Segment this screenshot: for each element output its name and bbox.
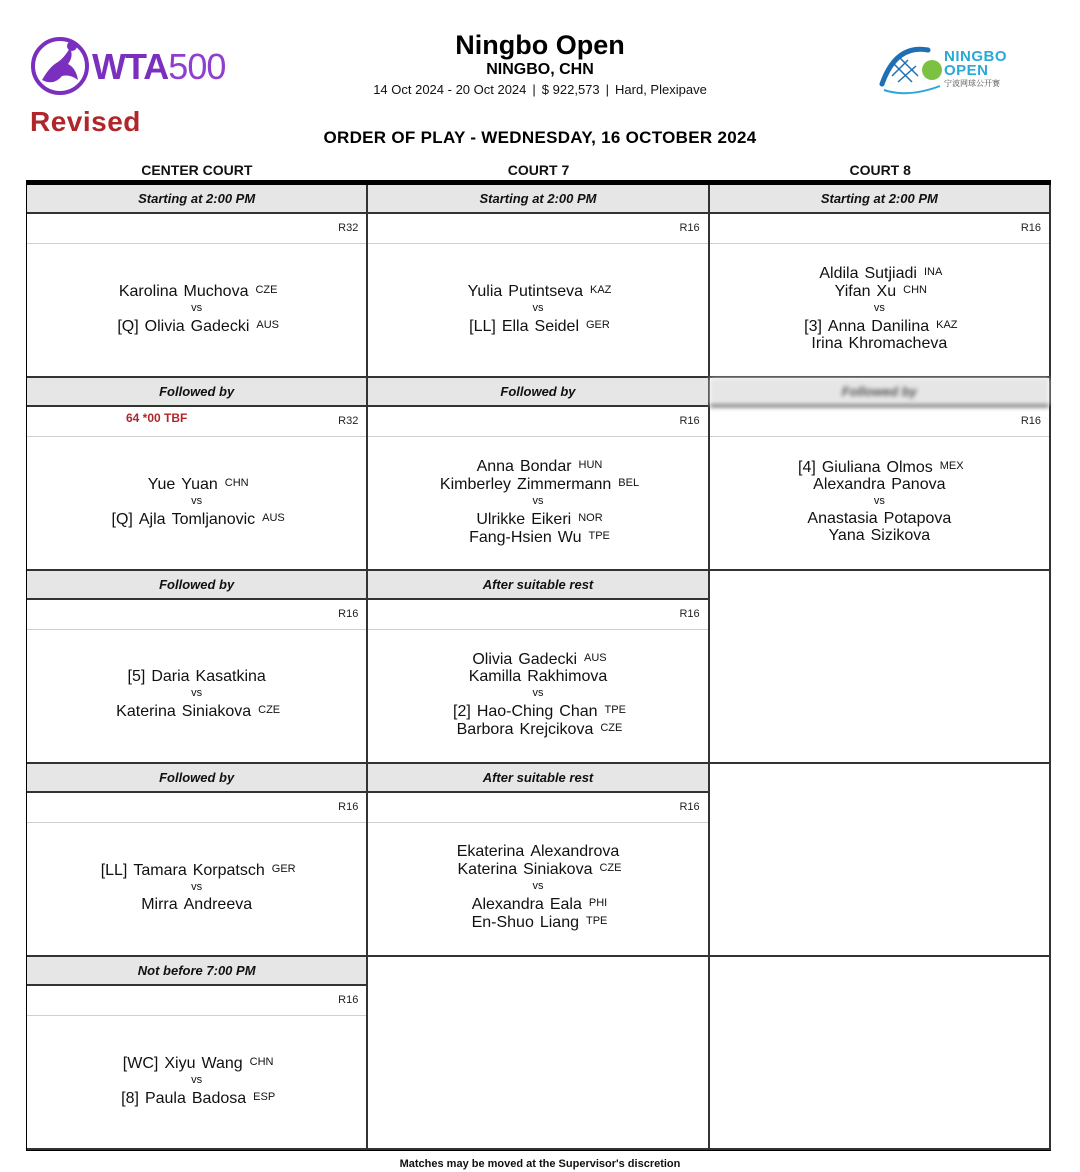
country-code: KAZ	[936, 319, 958, 331]
player-name-part: [2]	[453, 703, 471, 720]
country-code: GER	[271, 863, 296, 875]
player-line	[120, 1054, 274, 1072]
player-name-part: Xiyu	[164, 1054, 196, 1072]
player-line	[795, 458, 964, 476]
player-line	[808, 335, 950, 352]
ningbo-open-logo	[878, 40, 1048, 98]
ningbo-logo-line3: 宁波网球公开赛	[944, 79, 1000, 88]
player-name-part: Barbora	[456, 721, 514, 738]
vs-label: vs	[532, 880, 544, 892]
slot-header: After suitable rest	[368, 571, 707, 600]
empty-cell	[368, 957, 709, 1150]
player-name-part: Badosa	[191, 1089, 247, 1107]
vs-label: vs	[873, 302, 885, 314]
player-name-part: Yana	[828, 527, 865, 544]
country-code: NOR	[578, 511, 603, 524]
player-name-part: Irina	[811, 335, 843, 352]
country-code: AUS	[584, 652, 607, 664]
ningbo-logo-line1: NINGBO	[944, 48, 1007, 65]
player-name-part: Tomljanovic	[171, 510, 256, 528]
country-code: TPE	[604, 704, 626, 716]
round-row	[368, 407, 707, 437]
round-row	[368, 793, 707, 823]
player-name-part: Liang	[539, 914, 579, 931]
ningbo-logo-line2: OPEN	[944, 62, 989, 79]
vs-label: vs	[532, 494, 544, 507]
player-name-part: Olivia	[472, 651, 513, 668]
player-name-part: [WC]	[122, 1054, 159, 1072]
player-name-part: Alexandrova	[530, 843, 620, 860]
player-line	[469, 895, 607, 913]
player-name-part: [Q]	[111, 510, 133, 528]
slot-header: Followed by	[27, 378, 366, 407]
country-code: BEL	[618, 476, 640, 489]
player-name-part: Olivia	[144, 317, 185, 335]
match-players	[27, 1018, 366, 1148]
player-line	[466, 317, 610, 335]
country-code: GER	[586, 318, 610, 331]
country-code: CZE	[258, 704, 281, 716]
match-players	[27, 246, 366, 376]
match-note: 64 *00 TBF	[125, 411, 188, 425]
player-name-part: Fang-Hsien	[469, 528, 552, 546]
court-head-center: CENTER COURT	[141, 162, 253, 178]
player-name-part: Chan	[559, 703, 598, 720]
order-of-play-title: ORDER OF PLAY - WEDNESDAY, 16 OCTOBER 2024	[323, 128, 757, 147]
player-name-part: Yuan	[181, 475, 218, 493]
player-name-part: Alexandra	[471, 896, 544, 913]
round-label: R16	[338, 801, 359, 813]
country-code: CZE	[600, 722, 623, 734]
match-players	[710, 439, 1049, 569]
empty-cell	[710, 764, 1051, 957]
player-name-part: Siniakova	[523, 861, 593, 878]
player-line	[474, 457, 603, 475]
slot-header: After suitable rest	[368, 764, 707, 793]
player-name-part: Yue	[147, 475, 176, 493]
player-name-part: Katerina	[457, 861, 518, 878]
player-line	[801, 317, 957, 335]
wta-level: 500	[168, 46, 226, 87]
player-name-part: [3]	[804, 318, 822, 335]
country-code: TPE	[588, 529, 610, 542]
round-label: R16	[679, 222, 700, 234]
country-code: TPE	[586, 915, 608, 927]
player-name-part: Daria	[151, 668, 190, 685]
player-name-part: Hao-Ching	[476, 703, 554, 720]
player-name-part: Eikeri	[531, 510, 572, 528]
player-name-part: Tamara	[133, 862, 187, 879]
player-line	[473, 510, 602, 528]
round-label: R16	[679, 415, 700, 427]
country-code: AUS	[262, 511, 285, 524]
player-name-part: Rakhimova	[527, 668, 608, 685]
match-cell	[368, 571, 709, 764]
player-name-part: Wu	[557, 528, 582, 546]
round-label: R16	[1020, 415, 1041, 427]
match-cell	[710, 185, 1051, 378]
player-line	[116, 282, 278, 300]
match-cell	[368, 764, 709, 957]
slot-header: Followed by	[710, 378, 1049, 407]
vs-label: vs	[191, 1073, 203, 1086]
match-cell	[27, 571, 368, 764]
player-name-part: Gadecki	[518, 651, 578, 668]
player-name-part: Ekaterina	[456, 843, 525, 860]
country-code: CZE	[255, 283, 278, 296]
match-players	[710, 246, 1049, 376]
empty-cell	[710, 571, 1051, 764]
player-name-part: Bondar	[519, 457, 572, 475]
country-code: INA	[923, 266, 943, 278]
player-line	[450, 702, 626, 720]
slot-header: Starting at 2:00 PM	[27, 185, 366, 214]
tournament-dates: 14 Oct 2024 - 20 Oct 2024	[373, 82, 527, 97]
country-code: CZE	[599, 862, 622, 874]
player-name-part: [LL]	[100, 862, 128, 879]
vs-label: vs	[532, 687, 544, 699]
slot-header: Followed by	[27, 764, 366, 793]
match-cell	[27, 957, 368, 1150]
match-players	[368, 439, 707, 569]
country-code: AUS	[256, 318, 279, 331]
country-code: CHN	[224, 476, 249, 489]
country-code: CHN	[903, 284, 927, 296]
player-line	[465, 282, 612, 300]
vs-label: vs	[532, 301, 544, 314]
player-name-part: Sizikova	[870, 527, 931, 544]
player-name-part: Yifan	[834, 283, 871, 300]
match-cell	[710, 378, 1051, 571]
player-line	[469, 913, 608, 931]
round-row	[710, 407, 1049, 437]
vs-label: vs	[191, 494, 203, 507]
player-name-part: Wang	[201, 1054, 243, 1072]
match-cell	[27, 764, 368, 957]
player-name-part: Khromacheva	[848, 335, 948, 352]
slot-header: Followed by	[27, 571, 366, 600]
player-name-part: Ella	[501, 317, 529, 335]
court-head-7: COURT 7	[507, 162, 570, 178]
player-name-part: [LL]	[469, 317, 496, 335]
court-headers	[26, 162, 1051, 178]
vs-label: vs	[191, 301, 203, 314]
match-players	[368, 825, 707, 955]
player-line	[455, 860, 622, 878]
player-name-part: Putintseva	[508, 282, 583, 300]
player-line	[145, 475, 249, 493]
tournament-city: NINGBO, CHN	[486, 61, 594, 78]
player-name-part: Eala	[549, 896, 582, 913]
player-name-part: [8]	[121, 1089, 139, 1107]
round-label: R16	[338, 608, 359, 620]
match-players	[368, 632, 707, 762]
player-name-part: [5]	[127, 668, 146, 685]
order-of-play-grid	[26, 185, 1051, 1151]
player-line	[454, 720, 623, 738]
country-code: HUN	[578, 458, 603, 471]
player-name-part: Sutjiadi	[864, 265, 917, 282]
match-cell	[27, 185, 368, 378]
player-line	[118, 1089, 275, 1107]
country-code: KAZ	[590, 283, 612, 296]
player-name-part: [4]	[798, 459, 816, 476]
player-name-part: Kimberley	[439, 475, 512, 493]
player-line	[832, 282, 927, 300]
match-players	[27, 825, 366, 955]
round-row	[27, 214, 366, 244]
player-name-part: Xu	[876, 283, 897, 300]
footer-note: Matches may be moved at the Supervisor's discretion	[399, 1158, 681, 1170]
round-label: R16	[1020, 222, 1041, 234]
player-name-part: Aldila	[819, 265, 859, 282]
vs-label: vs	[873, 495, 885, 507]
round-label: R16	[679, 608, 700, 620]
wta-brand: WTA	[92, 46, 169, 87]
player-name-part: Yulia	[467, 282, 503, 300]
player-line	[109, 510, 285, 528]
vs-label: vs	[191, 687, 203, 699]
tournament-prize: $ 922,573	[541, 82, 600, 97]
round-row	[27, 793, 366, 823]
player-line	[113, 702, 280, 720]
round-row	[710, 214, 1049, 244]
player-line	[804, 510, 954, 527]
player-name-part: Zimmermann	[517, 475, 612, 493]
round-label: R32	[338, 222, 359, 234]
tournament-info: 14 Oct 2024 - 20 Oct 2024 | $ 922,573 | Hard, Plexipave	[373, 82, 707, 97]
country-code: ESP	[253, 1090, 276, 1103]
slot-header: Followed by	[368, 378, 707, 407]
slot-header: Starting at 2:00 PM	[710, 185, 1049, 214]
player-name-part: Paula	[144, 1089, 186, 1107]
player-name-part: Karolina	[118, 282, 178, 300]
player-name-part: Potapova	[883, 510, 952, 527]
player-name-part: [Q]	[117, 317, 139, 335]
round-row	[27, 407, 366, 437]
player-name-part: Mirra	[141, 896, 178, 913]
player-name-part: Anna	[827, 318, 866, 335]
match-cell	[368, 185, 709, 378]
player-name-part: En-Shuo	[471, 914, 534, 931]
player-name-part: Siniakova	[181, 703, 252, 720]
slot-header: Starting at 2:00 PM	[368, 185, 707, 214]
player-name-part: Danilina	[871, 318, 930, 335]
player-name-part: Krejcikova	[519, 721, 594, 738]
revised-label: Revised	[30, 106, 141, 137]
match-players	[368, 246, 707, 376]
match-players	[27, 632, 366, 762]
player-line	[98, 861, 296, 879]
country-code: MEX	[939, 460, 964, 472]
tournament-surface: Hard, Plexipave	[615, 82, 707, 97]
round-label: R16	[338, 994, 359, 1006]
player-name-part: Andreeva	[183, 896, 253, 913]
round-row	[27, 600, 366, 630]
round-row	[368, 600, 707, 630]
player-name-part: Anastasia	[807, 510, 878, 527]
empty-cell	[710, 957, 1051, 1150]
tournament-name: Ningbo Open	[455, 30, 625, 60]
player-line	[114, 317, 279, 335]
player-name-part: Korpatsch	[192, 862, 265, 879]
player-line	[825, 527, 933, 544]
match-cell	[27, 378, 368, 571]
player-line	[125, 668, 269, 685]
round-label: R16	[679, 801, 700, 813]
player-name-part: Kasatkina	[195, 668, 266, 685]
player-name-part: Ajla	[138, 510, 166, 528]
player-line	[437, 475, 639, 493]
country-code: PHI	[588, 897, 608, 909]
player-name-part: Olmos	[886, 459, 933, 476]
player-line	[466, 668, 611, 685]
player-line	[454, 843, 623, 860]
player-name-part: Seidel	[534, 317, 579, 335]
player-name-part: Ulrikke	[476, 510, 526, 528]
player-name-part: Katerina	[116, 703, 176, 720]
match-cell	[368, 378, 709, 571]
player-line	[810, 476, 948, 493]
player-name-part: Giuliana	[821, 459, 881, 476]
round-row	[27, 986, 366, 1016]
player-name-part: Gadecki	[190, 317, 250, 335]
round-label: R32	[338, 415, 359, 427]
player-name-part: Panova	[891, 476, 946, 493]
slot-header: Not before 7:00 PM	[27, 957, 366, 986]
country-code: CHN	[249, 1055, 274, 1068]
player-name-part: Muchova	[183, 282, 249, 300]
player-name-part: Alexandra	[813, 476, 886, 493]
player-line	[816, 264, 942, 282]
player-name-part: Anna	[476, 457, 514, 475]
player-line	[466, 528, 610, 546]
player-line	[138, 896, 255, 913]
vs-label: vs	[191, 881, 203, 893]
round-row	[368, 214, 707, 244]
ningbo-racket-icon	[878, 40, 948, 98]
match-players	[27, 439, 366, 569]
player-name-part: Kamilla	[468, 668, 522, 685]
player-line	[469, 650, 606, 668]
court-head-8: COURT 8	[849, 162, 911, 178]
